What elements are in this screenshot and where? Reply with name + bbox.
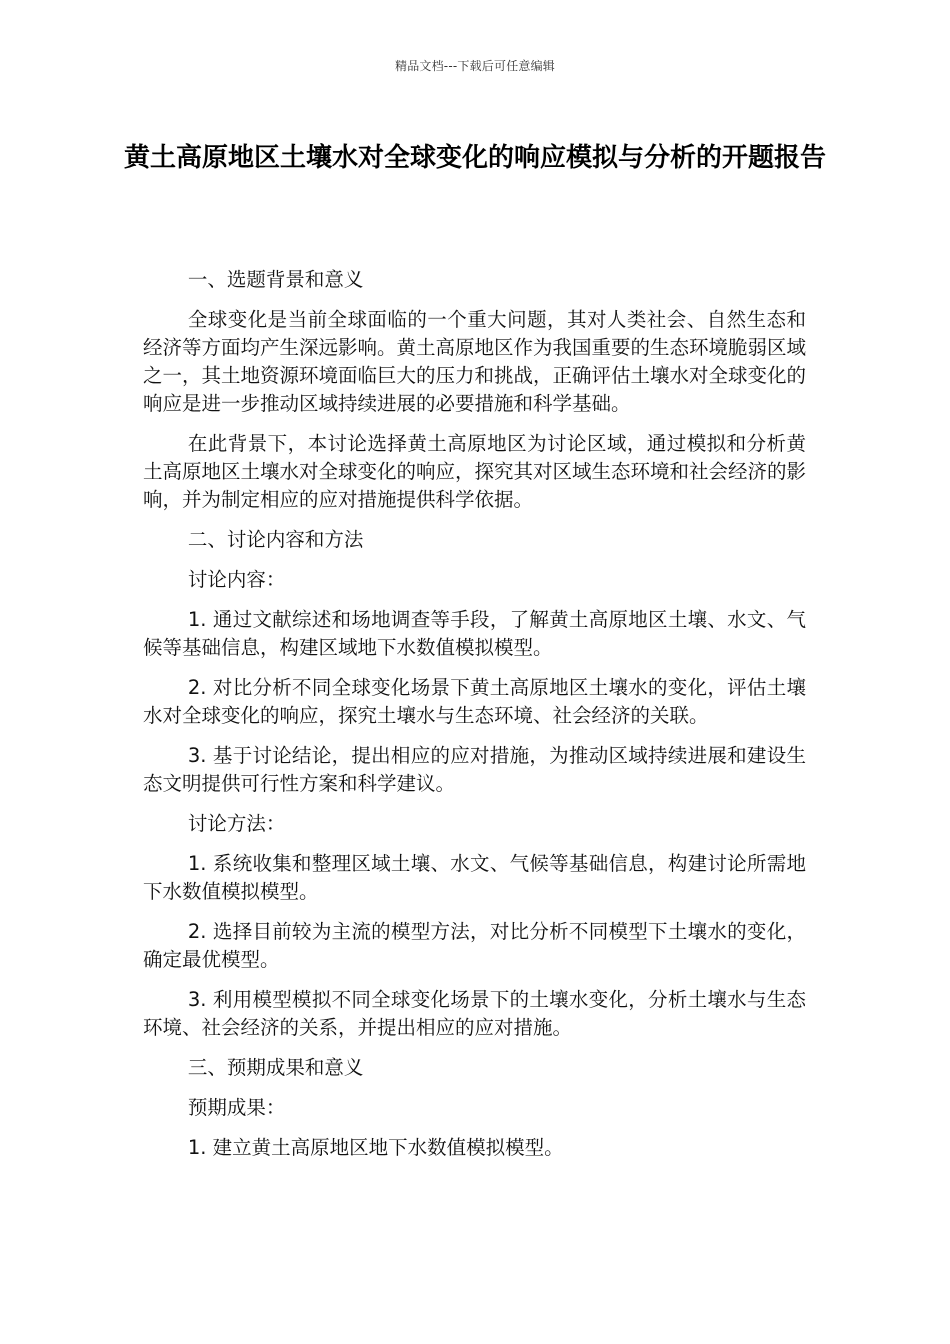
list-item-content-1: 1. 通过文献综述和场地调查等手段，了解黄土高原地区土壤、水文、气候等基础信息，构建区域地下水数值模拟模型。 — [143, 608, 806, 659]
document-body — [143, 266, 806, 1174]
subheading-expected-outcomes: 预期成果： — [187, 1096, 286, 1119]
header-note: 精品文档---下载后可任意编辑 — [395, 59, 555, 73]
list-item-content-3: 3. 基于讨论结论，提出相应的应对措施，为推动区域持续进展和建设生态文明提供可行性方案和科学建议。 — [143, 744, 806, 795]
list-item-method-1: 1. 系统收集和整理区域土壤、水文、气候等基础信息，构建讨论所需地下水数值模拟模型。 — [143, 852, 806, 903]
section-heading-content-methods: 二、讨论内容和方法 — [187, 528, 364, 551]
section-heading-background: 一、选题背景和意义 — [187, 268, 364, 291]
subheading-methods: 讨论方法： — [187, 812, 286, 835]
list-item-content-2: 2. 对比分析不同全球变化场景下黄土高原地区土壤水的变化，评估土壤水对全球变化的响应，探究土壤水与生态环境、社会经济的关联。 — [143, 676, 806, 727]
list-item-method-2: 2. 选择目前较为主流的模型方法，对比分析不同模型下土壤水的变化，确定最优模型。 — [143, 920, 806, 971]
subheading-content: 讨论内容： — [187, 568, 286, 591]
section-heading-outcomes: 三、预期成果和意义 — [187, 1056, 364, 1079]
paragraph-background-1: 全球变化是当前全球面临的一个重大问题，其对人类社会、自然生态和经济等方面均产生深远影响。黄土高原地区作为我国重要的生态环境脆弱区域之一，其土地资源环境面临巨大的压力和挑战，正确评估土壤水对全球变化的响应是进一步推动区域持续进展的必要措施和科学基础。 — [143, 308, 807, 415]
paragraph-background-2: 在此背景下，本讨论选择黄土高原地区为讨论区域，通过模拟和分析黄土高原地区土壤水对全球变化的响应，探究其对区域生态环境和社会经济的影响，并为制定相应的应对措施提供科学依据。 — [143, 432, 807, 511]
list-item-method-3: 3. 利用模型模拟不同全球变化场景下的土壤水变化，分析土壤水与生态环境、社会经济的关系，并提出相应的应对措施。 — [143, 988, 806, 1039]
list-item-outcome-1: 1. 建立黄土高原地区地下水数值模拟模型。 — [187, 1136, 564, 1159]
document-title: 黄土高原地区土壤水对全球变化的响应模拟与分析的开题报告 — [123, 143, 826, 173]
